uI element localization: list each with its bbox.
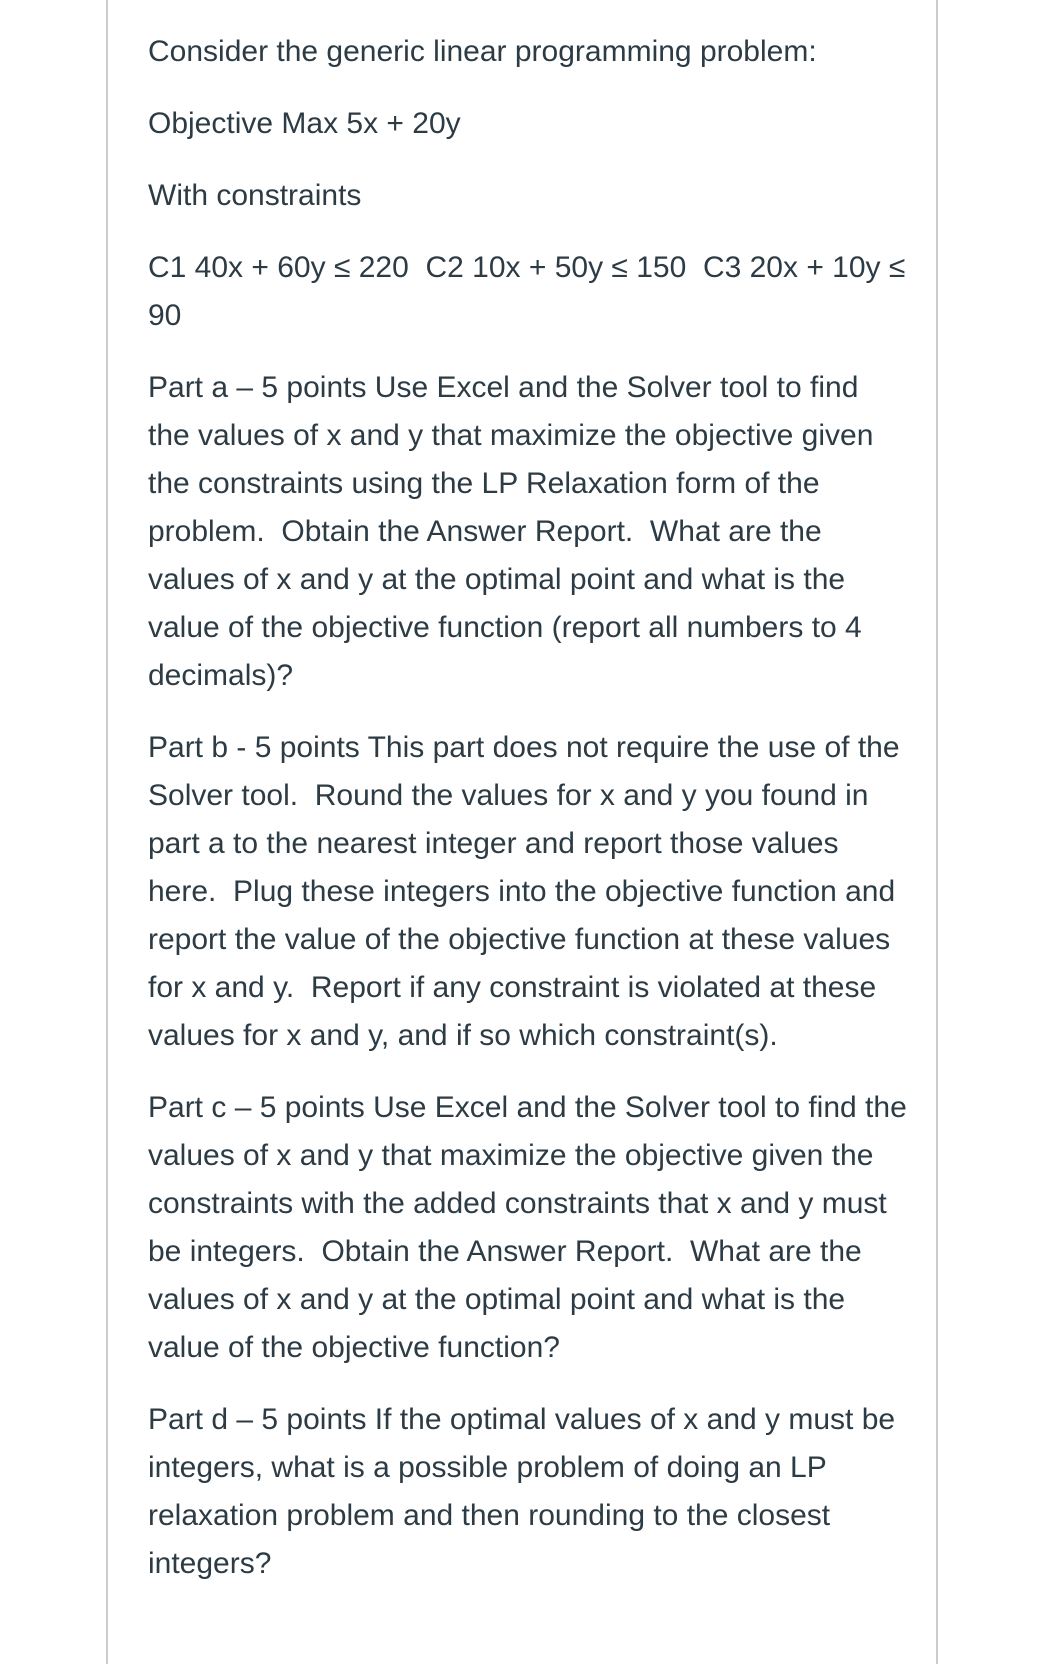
part-d-text: Part d – 5 points If the optimal values of x and y must be integers, what is a possible problem of doing an LP relaxation problem and then rounding to the closest integers? <box>148 1403 904 1580</box>
constraints-text: C1 40x + 60y ≤ 220 C2 10x + 50y ≤ 150 C3 20x + 10y ≤ 90 <box>148 251 914 332</box>
part-c-text: Part c – 5 points Use Excel and the Solver tool to find the values of x and y that maximize the objective given the constraints with the added constraints that x and y must be integers. Obtain the Answer Report. What are the values of x and y at the optimal point and what is the value of the objective function? <box>148 1091 916 1364</box>
part-b-text: Part b - 5 points This part does not require the use of the Solver tool. Round the values for x and y you found in part a to the nearest integer and report those values here. Plug these integers into the objective function and report the value of the objective function at these values for x and y. Report if any constraint is violated at these values for x and y, and if so which constraint(s). <box>148 731 908 1052</box>
constraints-heading: With constraints <box>148 179 362 212</box>
intro-text: Consider the generic linear programming problem: <box>148 35 817 68</box>
objective-text: Objective Max 5x + 20y <box>148 107 461 140</box>
part-a-text: Part a – 5 points Use Excel and the Solver tool to find the values of x and y that maximize the objective given the constraints using the LP Relaxation form of the problem. Obtain the Answer Report. What are the values of x and y at the optimal point and what is the value of the objective function (report all numbers to 4 decimals)? <box>148 371 882 692</box>
question-body <box>148 28 916 1612</box>
